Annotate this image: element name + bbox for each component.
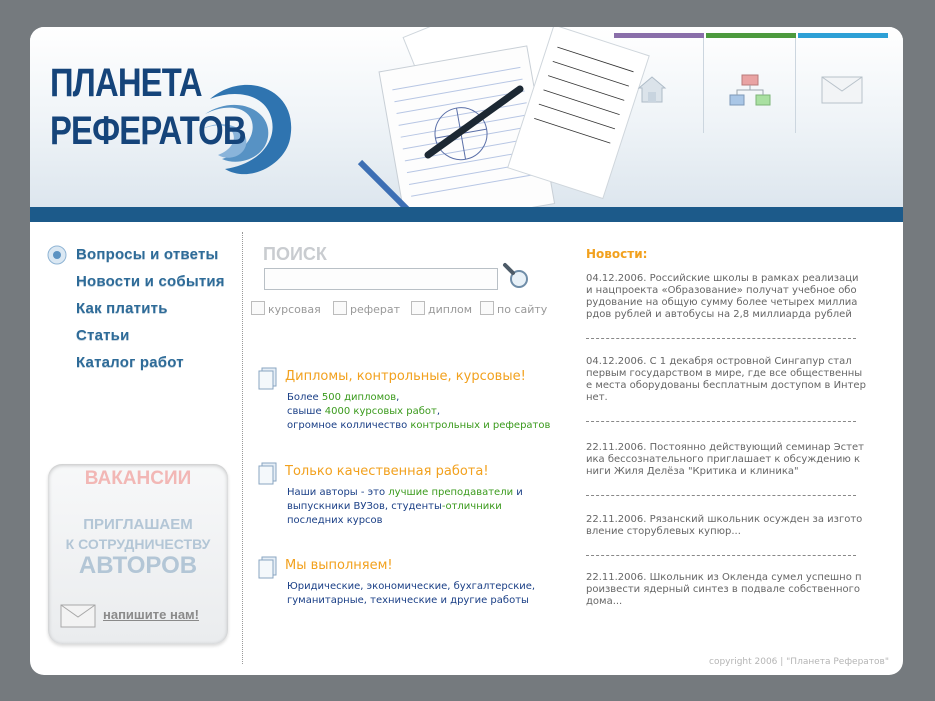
- nav-mail[interactable]: [798, 33, 888, 133]
- home-icon: [636, 73, 668, 105]
- nav-separator: [703, 38, 704, 133]
- option-essay[interactable]: [333, 301, 400, 316]
- header-bar: [30, 207, 903, 222]
- document-icon: [257, 367, 279, 391]
- page: [30, 27, 903, 675]
- search-title: ПОИСК: [263, 244, 327, 264]
- nav-separator: [795, 38, 796, 133]
- news-separator: [586, 555, 856, 556]
- left-column: [30, 222, 242, 675]
- block-title: Только качественная работа!: [285, 464, 489, 479]
- nav-stripe: [614, 33, 704, 38]
- vacancy-title: ВАКАНСИИ: [84, 468, 192, 489]
- search-input[interactable]: [264, 268, 498, 290]
- news-separator: [586, 495, 856, 496]
- block-title: Дипломы, контрольные, курсовые!: [285, 369, 526, 384]
- sitemap-icon: [728, 73, 772, 107]
- block-line: Более 500 дипломов,: [287, 392, 400, 403]
- news-item[interactable]: 04.12.2006. Российские школы в рамках реализаци и нацпроекта «Образование» получат учебное обо рудование на общую сумму более четырех миллиа рдов рублей и автобусы на 2,8 миллиарда рублей: [586, 273, 859, 320]
- checkbox[interactable]: [251, 301, 265, 315]
- menu-item-articles[interactable]: Статьи: [76, 327, 130, 344]
- center-column: [243, 222, 573, 675]
- nav-sitemap[interactable]: [706, 33, 796, 133]
- news-item[interactable]: 22.11.2006. Постоянно действующий семинар Эстет ика бессознательного приглашает к обсуждению к ниги Жиля Делёза "Критика и клиника": [586, 442, 864, 477]
- news-column: [573, 222, 873, 675]
- top-nav: [614, 33, 889, 133]
- block-line: гуманитарные, технические и другие работы: [287, 595, 529, 606]
- news-separator: [586, 338, 856, 339]
- option-label: диплом: [428, 303, 473, 316]
- vacancy-authors: АВТОРОВ: [78, 552, 198, 579]
- vacancy-invite: ПРИГЛАШАЕМ: [83, 516, 193, 533]
- option-diploma[interactable]: [411, 301, 472, 316]
- block-line: огромное колличество контрольных и рефератов: [287, 420, 551, 431]
- vacancy-banner[interactable]: [48, 464, 228, 644]
- search-magnifier-icon[interactable]: [501, 262, 531, 292]
- option-coursework[interactable]: [251, 301, 321, 316]
- nav-home[interactable]: [614, 33, 704, 133]
- menu-item-faq[interactable]: Вопросы и ответы: [76, 246, 219, 263]
- option-label: курсовая: [268, 303, 321, 316]
- block-text: [287, 486, 523, 528]
- menu-item-payment[interactable]: Как платить: [76, 300, 168, 317]
- block-text: [287, 580, 535, 608]
- document-icon: [257, 556, 279, 580]
- news-item[interactable]: 22.11.2006. Школьник из Окленда сумел успешно п роизвести ядерный синтез в подвале собственного дома...: [586, 572, 862, 607]
- option-label: реферат: [350, 303, 401, 316]
- logo-line-1: ПЛАНЕТА: [50, 61, 202, 105]
- news-separator: [586, 421, 856, 422]
- vacancy-cooperation: К СОТРУДНИЧЕСТВУ: [65, 536, 211, 552]
- mail-icon: [820, 73, 864, 105]
- nav-stripe: [798, 33, 888, 38]
- menu-item-news[interactable]: Новости и события: [76, 273, 225, 290]
- block-line: Юридические, экономические, бухгалтерские,: [287, 581, 536, 592]
- logo-text: [50, 59, 246, 155]
- block-title: Мы выполняем!: [285, 558, 393, 573]
- document-icon: [257, 462, 279, 486]
- block-line: свыше 4000 курсовых работ,: [287, 406, 440, 417]
- checkbox[interactable]: [411, 301, 425, 315]
- nav-stripe: [706, 33, 796, 38]
- write-us-link[interactable]: напишите нам!: [103, 607, 199, 622]
- header: [30, 27, 903, 207]
- option-site[interactable]: [480, 301, 547, 316]
- checkbox[interactable]: [333, 301, 347, 315]
- block-text: [287, 391, 550, 433]
- news-title: Новости:: [586, 247, 648, 261]
- news-item[interactable]: 04.12.2006. С 1 декабря островной Сингапур стал первым государством в мире, где все общественны е места оборудованы бесплатным доступом в Интер нет.: [586, 356, 866, 403]
- checkbox[interactable]: [480, 301, 494, 315]
- block-line: выпускники ВУЗов, студенты-отличники: [287, 501, 502, 512]
- menu-item-catalog[interactable]: Каталог работ: [76, 354, 184, 371]
- envelope-icon: [60, 604, 96, 628]
- footer-copyright: copyright 2006 | "Планета Рефератов": [709, 657, 889, 667]
- news-item[interactable]: 22.11.2006. Рязанский школьник осужден за изгото вление сторублевых купюр...: [586, 514, 863, 537]
- option-label: по сайту: [497, 303, 548, 316]
- papers-illustration: [330, 27, 660, 207]
- block-line: Наши авторы - это лучшие преподаватели и: [287, 487, 523, 498]
- logo-line-2: РЕФЕРАТОВ: [50, 109, 246, 153]
- active-bullet-icon: [47, 245, 67, 265]
- block-line: последних курсов: [287, 515, 383, 526]
